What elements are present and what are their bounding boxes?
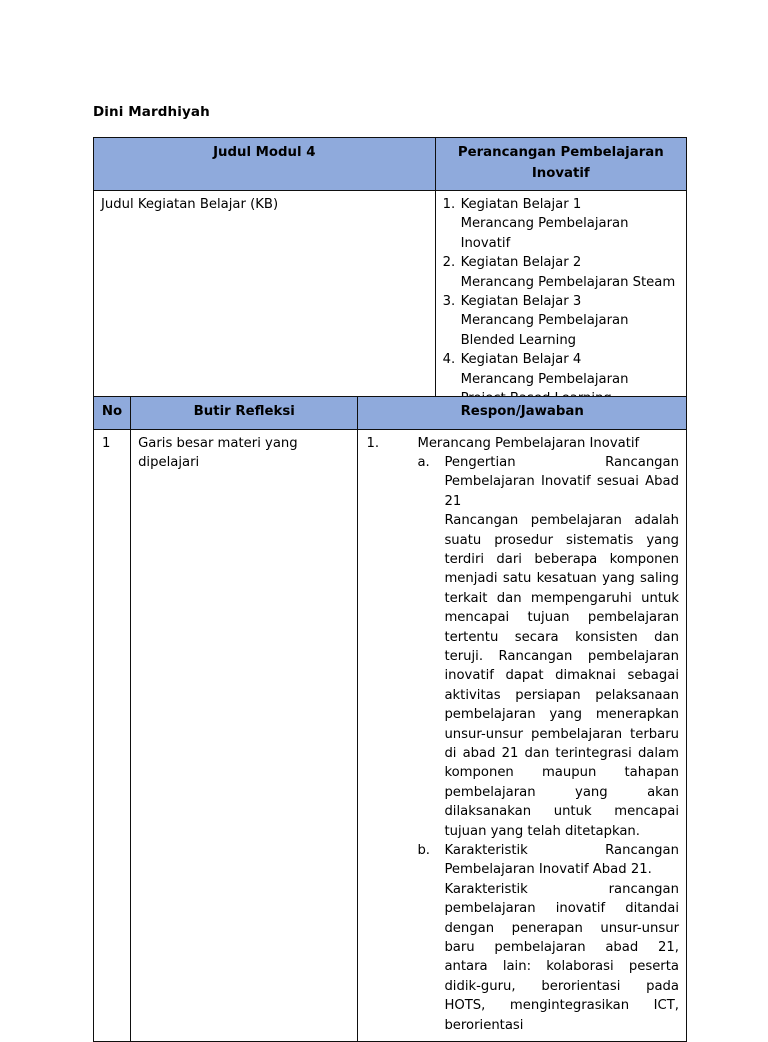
column-header-respon — [358, 397, 687, 430]
response-lettered-item — [417, 841, 679, 1035]
module-title-label: Judul Modul 4 — [213, 145, 316, 160]
column-header-butir-label: Butir Refleksi — [193, 404, 295, 419]
list-item-line: Blended Learning — [460, 332, 577, 348]
kb-label-cell — [94, 191, 436, 415]
row-number-cell — [94, 429, 131, 1042]
column-header-butir — [131, 397, 358, 430]
response-subitem-title: Pengertian Rancangan Pembelajaran Inovatif sesuai Abad 21 — [444, 454, 679, 509]
reflection-item-text: Garis besar materi yang dipelajari — [138, 435, 298, 470]
column-header-respon-label: Respon/Jawaban — [460, 404, 584, 419]
response-subitem-marker: a. — [417, 454, 430, 470]
response-content — [365, 434, 679, 1036]
list-item-line: Inovatif — [460, 235, 511, 251]
list-item-line: Merancang Pembelajaran — [460, 216, 629, 232]
kb-list — [443, 195, 679, 408]
response-numbered-item — [365, 434, 679, 1036]
response-cell — [358, 429, 687, 1042]
table-row — [94, 191, 687, 415]
reflection-table — [93, 396, 687, 1042]
table-row — [94, 429, 687, 1042]
module-name-line-1: Perancangan Pembelajaran — [457, 145, 664, 160]
response-lettered-item — [417, 453, 679, 841]
module-name-line-2: Inovatif — [531, 165, 590, 181]
row-number: 1 — [102, 435, 111, 451]
list-item-marker: 3. — [442, 294, 456, 310]
kb-label: Judul Kegiatan Belajar (KB) — [101, 197, 279, 212]
page-title: Dini Mardhiyah — [93, 104, 210, 120]
list-item-line: Kegiatan Belajar 2 — [460, 255, 582, 271]
module-name-header-cell — [435, 138, 686, 191]
column-header-no-label: No — [101, 404, 123, 419]
list-item-line: Kegiatan Belajar 3 — [460, 294, 582, 310]
module-title-header-cell — [94, 138, 436, 191]
list-item-marker: 2. — [442, 255, 456, 271]
list-item — [443, 292, 679, 350]
list-item-text — [461, 292, 679, 350]
response-subitem-body: Karakteristik rancangan pembelajaran inovatif ditandai dengan penerapan unsur-unsur baru pembelajaran abad 21, antara lain: kolaborasi peserta didik-guru, berorientasi pada HOTS, mengintegrasikan ICT, berorientasi — [444, 881, 679, 1033]
module-table — [93, 137, 687, 415]
response-subitem-title: Karakteristik Rancangan Pembelajaran Inovatif Abad 21. — [444, 843, 679, 878]
list-item — [443, 195, 679, 253]
list-item-marker: 1. — [442, 197, 456, 212]
list-item-line: Kegiatan Belajar 1 — [460, 197, 582, 212]
list-item-line: Kegiatan Belajar 4 — [460, 352, 582, 368]
list-item-marker: 4. — [442, 352, 456, 368]
list-item-line: Merancang Pembelajaran — [460, 371, 629, 387]
kb-list-cell — [435, 191, 686, 415]
list-item-line: Merancang Pembelajaran — [460, 313, 629, 329]
list-item — [443, 253, 679, 292]
column-header-no — [94, 397, 131, 430]
response-subitem-marker: b. — [417, 843, 431, 859]
table-row — [94, 138, 687, 191]
table-header-row — [94, 397, 687, 430]
list-item-text — [461, 195, 679, 253]
reflection-item-cell — [131, 429, 358, 1042]
list-item-text — [461, 253, 679, 292]
list-item-line: Merancang Pembelajaran Steam — [460, 274, 676, 290]
response-subitem-body: Rancangan pembelajaran adalah suatu prosedur sistematis yang terdiri dari beberapa komponen menjadi satu kesatuan yang saling terkait dan mempengaruhi untuk mencapai tujuan pembelajaran tertentu secara konsisten dan teruji. Rancangan pembelajaran inovatif dapat dimaknai sebagai aktivitas persiapan pelaksanaan pembelajaran yang menerapkan unsur-unsur pembelajaran terbaru di abad 21 dan terintegrasi dalam komponen maupun tahapan pembelajaran yang akan dilaksanakan untuk mencapai tujuan yang telah ditetapkan. — [444, 513, 679, 839]
response-item-marker: 1. — [366, 435, 380, 451]
response-item-heading: Merancang Pembelajaran Inovatif — [417, 435, 640, 451]
